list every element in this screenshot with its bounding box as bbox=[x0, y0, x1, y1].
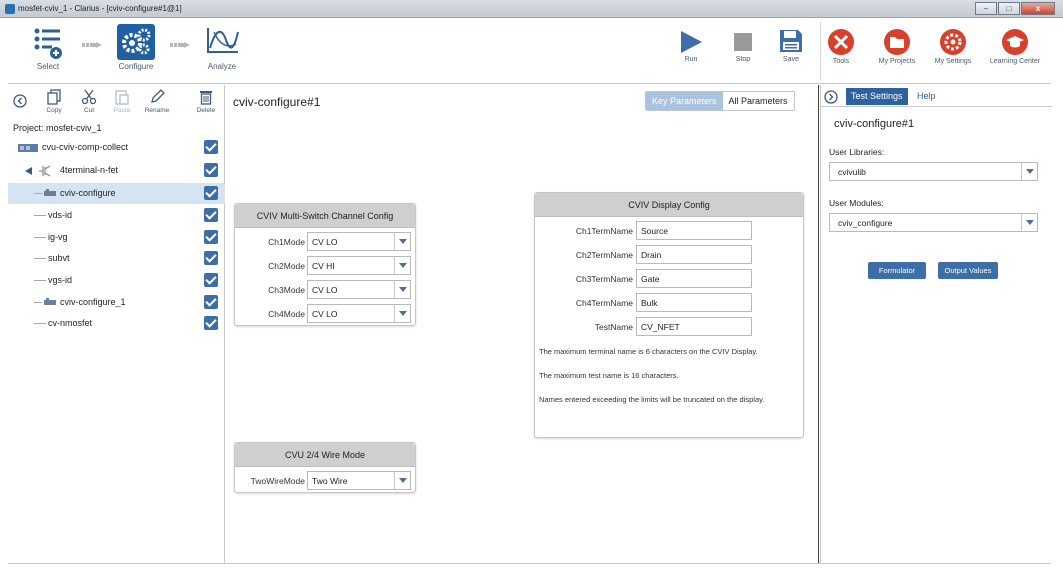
my-settings-label: My Settings bbox=[934, 58, 972, 65]
learning-center-label: Learning Center bbox=[989, 58, 1041, 65]
tab-test-settings[interactable]: Test Settings bbox=[846, 88, 908, 105]
ch2-mode-dropdown[interactable] bbox=[307, 256, 411, 275]
user-libraries-dropdown[interactable] bbox=[829, 162, 1038, 181]
display-config-panel bbox=[534, 192, 804, 438]
collapse-pane-button[interactable] bbox=[13, 94, 27, 110]
tools-button[interactable] bbox=[826, 28, 856, 65]
ch2-term-name-row bbox=[535, 245, 805, 265]
copy-icon bbox=[46, 89, 62, 105]
tree-item-cviv-configure[interactable] bbox=[8, 183, 225, 204]
test-settings-pane bbox=[820, 85, 1051, 563]
two-wire-mode-dropdown[interactable] bbox=[307, 471, 411, 490]
project-label: Project: mosfet-cviv_1 bbox=[13, 123, 102, 133]
stop-button[interactable] bbox=[726, 30, 760, 63]
chevron-down-icon[interactable] bbox=[394, 281, 410, 298]
delete-button[interactable] bbox=[194, 89, 218, 114]
window-title: mosfet-cviv_1 - Clarius - [cviv-configure#1@1] bbox=[18, 4, 182, 13]
configure-label: Configure bbox=[118, 62, 154, 71]
ch2-mode-row bbox=[235, 256, 417, 276]
field-label: Ch2Mode bbox=[268, 261, 305, 271]
checkbox[interactable] bbox=[204, 208, 218, 222]
curve-graph-icon bbox=[204, 26, 240, 60]
copy-label: Copy bbox=[46, 107, 62, 114]
checkbox[interactable] bbox=[204, 251, 218, 265]
ch3-term-name-row bbox=[535, 269, 805, 289]
user-libraries-label: User Libraries: bbox=[829, 147, 885, 157]
checkbox[interactable] bbox=[204, 273, 218, 287]
user-modules-label: User Modules: bbox=[829, 198, 884, 208]
field-label: Ch4Mode bbox=[268, 309, 305, 319]
ch4-mode-dropdown[interactable] bbox=[307, 304, 411, 323]
test-name-note: The maximum test name is 16 characters. bbox=[539, 371, 679, 380]
ch1-term-name-input[interactable] bbox=[636, 221, 752, 240]
field-label: Ch1TermName bbox=[575, 226, 633, 236]
ch3-mode-dropdown[interactable] bbox=[307, 280, 411, 299]
select-label: Select bbox=[36, 62, 60, 71]
tab-key-parameters[interactable]: Key Parameters bbox=[646, 92, 723, 110]
tree-item-label: cviv-configure bbox=[60, 188, 116, 198]
tree-item-ig-vg[interactable] bbox=[8, 227, 225, 248]
module-icon bbox=[44, 298, 56, 307]
cut-label: Cut bbox=[83, 107, 95, 114]
stop-label: Stop bbox=[735, 56, 751, 63]
user-modules-dropdown[interactable] bbox=[829, 213, 1038, 232]
dropdown-value: Two Wire bbox=[312, 476, 348, 486]
save-label: Save bbox=[783, 56, 799, 63]
tools-label: Tools bbox=[832, 58, 850, 65]
tree-item-cvu-cviv-comp-collect[interactable] bbox=[8, 137, 225, 158]
stop-icon bbox=[731, 30, 755, 54]
tree-item-label: cvu-cviv-comp-collect bbox=[42, 142, 129, 152]
cut-button[interactable] bbox=[78, 89, 100, 114]
learning-center-button[interactable] bbox=[986, 28, 1044, 65]
window-title-bar bbox=[0, 0, 1063, 18]
field-label: Ch2TermName bbox=[575, 250, 633, 260]
configure-button[interactable] bbox=[112, 24, 160, 71]
checkbox[interactable] bbox=[204, 316, 218, 330]
output-values-button[interactable]: Output Values bbox=[938, 262, 998, 279]
collapse-triangle-icon[interactable] bbox=[25, 167, 32, 175]
ch4-mode-row bbox=[235, 304, 417, 324]
copy-button[interactable] bbox=[42, 89, 66, 114]
my-projects-button[interactable] bbox=[874, 28, 920, 65]
test-name-row bbox=[535, 317, 805, 337]
tab-help[interactable]: Help bbox=[917, 91, 936, 101]
my-settings-button[interactable] bbox=[930, 28, 976, 65]
bottom-border bbox=[8, 563, 1051, 564]
formulator-button[interactable]: Formulator bbox=[868, 262, 926, 279]
panel-title: CVIV Display Config bbox=[535, 193, 803, 217]
chevron-down-icon[interactable] bbox=[394, 257, 410, 274]
chevron-down-icon[interactable] bbox=[394, 305, 410, 322]
checkbox[interactable] bbox=[204, 186, 218, 200]
input-value: Bulk bbox=[641, 298, 658, 308]
ch2-term-name-input[interactable] bbox=[636, 245, 752, 264]
ch1-term-name-row bbox=[535, 221, 805, 241]
ch1-mode-dropdown[interactable] bbox=[307, 232, 411, 251]
play-icon bbox=[679, 30, 703, 54]
ch1-mode-row bbox=[235, 232, 417, 252]
dropdown-value: cvivulib bbox=[838, 167, 866, 177]
ch4-term-name-row bbox=[535, 293, 805, 313]
chevron-right-circle-icon[interactable] bbox=[824, 90, 838, 104]
app-icon bbox=[5, 4, 15, 14]
scissors-icon bbox=[81, 89, 97, 105]
panel-title: CVU 2/4 Wire Mode bbox=[235, 443, 415, 467]
trash-icon bbox=[198, 89, 214, 105]
page-title: cviv-configure#1 bbox=[233, 95, 321, 109]
tree-item-label: 4terminal-n-fet bbox=[60, 165, 119, 175]
tree-item-label: vds-id bbox=[48, 210, 73, 220]
tools-icon bbox=[827, 28, 855, 56]
transistor-icon bbox=[38, 164, 52, 178]
ch4-term-name-input[interactable] bbox=[636, 293, 752, 312]
terminal-name-note: The maximum terminal name is 6 characters on the CVIV Display. bbox=[539, 347, 758, 356]
module-icon bbox=[44, 189, 56, 198]
dropdown-value: CV LO bbox=[312, 237, 338, 247]
minimize-button[interactable]: – bbox=[975, 2, 997, 15]
tree-item-label: subvt bbox=[48, 253, 70, 263]
folder-icon bbox=[883, 28, 911, 56]
paste-label: Paste bbox=[113, 107, 131, 114]
checkbox[interactable] bbox=[204, 163, 218, 177]
rename-label: Rename bbox=[144, 107, 170, 114]
gears-icon bbox=[117, 24, 155, 60]
field-label: TwoWireMode bbox=[250, 476, 305, 486]
field-label: Ch3TermName bbox=[575, 274, 633, 284]
chevron-left-circle-icon bbox=[13, 94, 27, 108]
analyze-button[interactable] bbox=[200, 26, 244, 71]
delete-label: Delete bbox=[196, 107, 216, 114]
dropdown-value: CV LO bbox=[312, 285, 338, 295]
tree-item-vgs-id[interactable] bbox=[8, 270, 225, 291]
select-button[interactable] bbox=[28, 26, 68, 71]
test-name-input[interactable] bbox=[636, 317, 752, 336]
input-value: Source bbox=[641, 226, 668, 236]
graduation-cap-icon bbox=[1001, 28, 1029, 56]
chevron-down-icon[interactable] bbox=[1021, 163, 1037, 180]
field-label: TestName bbox=[594, 322, 633, 332]
project-tree-pane bbox=[8, 85, 225, 563]
tab-all-parameters[interactable]: All Parameters bbox=[723, 92, 794, 110]
panel-title: CVIV Multi-Switch Channel Config bbox=[235, 204, 415, 228]
dropdown-value: CV HI bbox=[312, 261, 335, 271]
arrow-right-icon bbox=[170, 42, 190, 48]
tree-item-vds-id[interactable] bbox=[8, 205, 225, 226]
tree-item-cv-nmosfet[interactable] bbox=[8, 313, 225, 334]
save-icon bbox=[778, 28, 804, 54]
tree-item-cviv-configure-1[interactable] bbox=[8, 292, 225, 313]
device-icon bbox=[18, 142, 38, 154]
tree-item-4terminal-n-fet[interactable] bbox=[8, 160, 225, 181]
checkbox[interactable] bbox=[204, 295, 218, 309]
dropdown-value: CV LO bbox=[312, 309, 338, 319]
input-value: Drain bbox=[641, 250, 662, 260]
multi-switch-panel bbox=[234, 203, 416, 326]
tree-item-label: ig-vg bbox=[48, 232, 68, 242]
input-value: CV_NFET bbox=[641, 322, 680, 332]
chevron-down-icon[interactable] bbox=[1021, 214, 1037, 231]
run-button[interactable] bbox=[674, 30, 708, 63]
chevron-down-icon[interactable] bbox=[394, 472, 410, 489]
tree-item-label: vgs-id bbox=[48, 275, 73, 285]
tree-item-label: cviv-configure_1 bbox=[60, 297, 126, 307]
checkbox[interactable] bbox=[204, 230, 218, 244]
two-wire-mode-row bbox=[235, 471, 417, 491]
parameter-view-toggle bbox=[645, 91, 795, 111]
configure-pane bbox=[225, 85, 819, 563]
ch3-mode-row bbox=[235, 280, 417, 300]
tree-item-subvt[interactable] bbox=[8, 248, 225, 269]
list-add-icon bbox=[32, 26, 64, 60]
analyze-label: Analyze bbox=[207, 62, 237, 71]
paste-icon bbox=[114, 89, 130, 105]
field-label: Ch3Mode bbox=[268, 285, 305, 295]
close-button[interactable]: x bbox=[1021, 2, 1055, 15]
save-button[interactable] bbox=[774, 28, 808, 63]
truncation-note: Names entered exceeding the limits will be truncated on the display. bbox=[539, 395, 765, 404]
paste-button[interactable] bbox=[110, 89, 134, 114]
field-label: Ch4TermName bbox=[575, 298, 633, 308]
maximize-button[interactable]: □ bbox=[998, 2, 1020, 15]
ch3-term-name-input[interactable] bbox=[636, 269, 752, 288]
settings-title: cviv-configure#1 bbox=[834, 118, 915, 130]
my-projects-label: My Projects bbox=[878, 58, 916, 65]
wire-mode-panel bbox=[234, 442, 416, 493]
field-label: Ch1Mode bbox=[268, 237, 305, 247]
checkbox[interactable] bbox=[204, 140, 218, 154]
arrow-right-icon bbox=[82, 42, 102, 48]
dropdown-value: cviv_configure bbox=[838, 218, 893, 228]
rename-button[interactable] bbox=[142, 89, 172, 114]
pencil-icon bbox=[149, 89, 165, 105]
settings-gear-icon bbox=[939, 28, 967, 56]
chevron-down-icon[interactable] bbox=[394, 233, 410, 250]
main-toolbar bbox=[8, 18, 1051, 84]
input-value: Gate bbox=[641, 274, 660, 284]
toolbar-divider bbox=[820, 22, 821, 80]
tree-item-label: cv-nmosfet bbox=[48, 318, 93, 328]
run-label: Run bbox=[684, 56, 698, 63]
